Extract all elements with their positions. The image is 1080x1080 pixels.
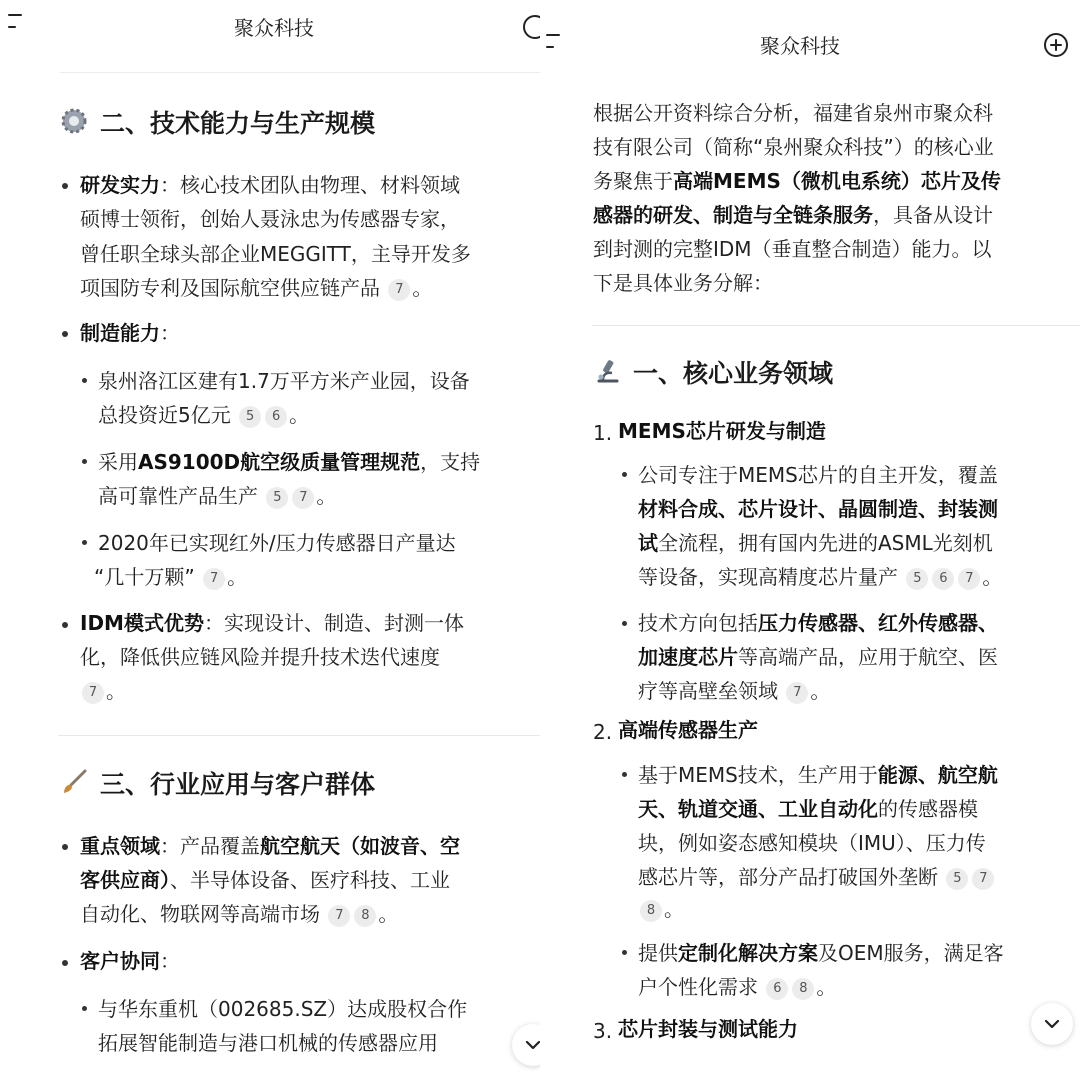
app-title: 聚众科技 <box>760 34 840 58</box>
sub-bullet-dot <box>82 459 87 464</box>
item-2-s2-line-2: 户个性化需求 <box>638 975 758 999</box>
item-3-title: 芯片封装与测试能力 <box>618 1017 798 1041</box>
intro-line-1: 根据公开资料综合分析，福建省泉州市聚众科 <box>593 101 993 125</box>
focus-l2-bold: 客供应商） <box>80 868 170 892</box>
period: 。 <box>664 897 684 921</box>
item-2-s2-line-1-wrap <box>638 936 1004 970</box>
gear-icon <box>60 107 88 135</box>
section-heading <box>593 354 833 390</box>
mfg-s2-pre: 采用 <box>98 450 138 474</box>
item-1-s2-line-1-wrap <box>638 606 998 640</box>
collab-s1-line-2: 拓展智能制造与港口机械的传感器应用 <box>98 1031 438 1055</box>
item-2-s2-l1-post: 及OEM服务，满足客 <box>818 941 1004 965</box>
focus-label: 重点领域 <box>80 834 160 858</box>
item-2-s1-line-3: 块，例如姿态感知模块（IMU）、压力传 <box>638 831 986 855</box>
citation-badge[interactable]: 7 <box>786 682 808 704</box>
item-1-s2-line-3: 疗等高壁垒领域 <box>638 679 778 703</box>
citation-badge[interactable]: 7 <box>82 682 104 704</box>
citation-badge[interactable]: 5 <box>239 406 261 428</box>
item-1-s1-l2-bold: 材料合成、芯片设计、晶圆制造、封装测 <box>638 497 998 521</box>
section-2-title: 二、技术能力与生产规模 <box>100 109 376 138</box>
citation-badge[interactable]: 7 <box>328 905 350 927</box>
item-1-s1-l3-bold: 试 <box>638 531 658 555</box>
bullet-dot <box>62 960 68 966</box>
mfg-s3-line-2-wrap <box>94 560 247 594</box>
period: 。 <box>316 484 337 508</box>
app-title: 聚众科技 <box>234 16 314 40</box>
focus-line-3-wrap <box>80 897 398 931</box>
chevron-down-icon <box>1031 1003 1073 1045</box>
rd-line-4: 项国防专利及国际航空供应链产品 <box>80 276 380 300</box>
citation-badge[interactable]: 7 <box>388 279 410 301</box>
rd-line-1: ：核心技术团队由物理、材料领域 <box>160 173 460 197</box>
item-2-s1-l2-bold: 天、轨道交通、工业自动化 <box>638 797 878 821</box>
mfg-s1-line-1: 泉州洛江区建有1.7万平方米产业园，设备 <box>98 369 470 393</box>
list-item-rd <box>80 168 460 202</box>
list-item-collab <box>80 944 180 978</box>
intro-l4-bold: 感器的研发、制造与全链条服务 <box>593 203 873 227</box>
rd-line-4-wrap <box>80 271 432 305</box>
mfg-s2-line-2-wrap <box>98 479 336 513</box>
bullet-dot <box>62 622 68 628</box>
intro-l3-pre: 务聚焦于 <box>593 169 673 193</box>
section-1-title: 一、核心业务领域 <box>633 359 834 388</box>
item-3-title-wrap <box>618 1012 798 1046</box>
bullet-dot <box>62 331 68 337</box>
item-1-s1-l3-post: 全流程，拥有国内先进的ASML光刻机 <box>658 531 993 555</box>
list-item-idm <box>80 606 464 640</box>
intro-l4-post: ，具备从设计 <box>873 203 993 227</box>
item-1-s1-line-2-wrap <box>638 492 998 526</box>
mfg-colon: ： <box>160 321 180 345</box>
item-1-s2-line-2-wrap <box>638 640 998 674</box>
item-2-s1-line-4: 感芯片等，部分产品打破国外垄断 <box>638 865 938 889</box>
mfg-s2-line-1-wrap <box>98 445 480 479</box>
mfg-s3-line-1: 2020年已实现红外/压力传感器日产量达 <box>98 531 456 555</box>
collab-label: 客户协同 <box>80 949 160 973</box>
focus-l1-bold: 航空航天（如波音、空 <box>260 834 460 858</box>
citation-badge[interactable]: 8 <box>354 905 376 927</box>
citation-badge[interactable]: 7 <box>203 568 225 590</box>
item-1-s1-line-3-wrap <box>638 526 993 560</box>
item-2-s1-l2-post: 的传感器模 <box>878 797 978 821</box>
item-2-s1-l1-pre: 基于MEMS技术，生产用于 <box>638 763 878 787</box>
item-1-s2-line-3-wrap <box>638 674 830 708</box>
mfg-s3-line-2: “几十万颗” <box>94 565 195 589</box>
menu-icon[interactable] <box>546 34 566 50</box>
collab-s1-line-1: 与华东重机（002685.SZ）达成股权合作 <box>98 997 468 1021</box>
intro-line-4-wrap <box>593 198 993 232</box>
sub-bullet-dot <box>82 378 87 383</box>
mfg-label: 制造能力 <box>80 321 160 345</box>
period: 。 <box>816 975 837 999</box>
period: 。 <box>227 565 248 589</box>
citation-badge[interactable]: 5 <box>906 568 928 590</box>
item-2-s2-line-2-wrap <box>638 970 836 1004</box>
list-item-mfg <box>80 316 180 350</box>
focus-line-3: 自动化、物联网等高端市场 <box>80 902 320 926</box>
intro-line-2: 技有限公司（简称“泉州聚众科技”）的核心业 <box>593 135 994 159</box>
idm-line-2: 化，降低供应链风险并提升技术迭代速度 <box>80 645 440 669</box>
citation-badge[interactable]: 7 <box>292 487 314 509</box>
intro-line-5: 到封测的完整IDM（垂直整合制造）能力。以 <box>593 237 992 261</box>
intro-line-6: 下是具体业务分解： <box>593 271 773 295</box>
list-number: 1. <box>593 421 613 445</box>
top-bar <box>540 0 1080 70</box>
item-2-s2-l1-bold: 定制化解决方案 <box>678 941 818 965</box>
period: 。 <box>106 679 126 703</box>
item-1-s1-line-4-wrap <box>638 560 1002 594</box>
citation-badge[interactable]: 5 <box>266 487 288 509</box>
section-divider <box>592 325 1080 326</box>
sub-bullet-dot <box>622 621 627 626</box>
new-chat-icon[interactable] <box>522 14 540 40</box>
right-chat-pane <box>540 0 1080 1080</box>
section-heading <box>60 765 375 801</box>
microscope-icon <box>593 357 621 385</box>
item-2-s2-l1-pre: 提供 <box>638 941 678 965</box>
new-chat-icon[interactable] <box>1043 32 1069 58</box>
period: 。 <box>412 276 433 300</box>
citation-badge[interactable]: 8 <box>640 900 662 922</box>
mfg-s2-line-2: 高可靠性产品生产 <box>98 484 258 508</box>
top-bar <box>0 0 540 70</box>
chevron-down-icon <box>512 1024 540 1066</box>
idm-label: IDM模式优势 <box>80 611 204 635</box>
item-2-s1-line-4-wrap <box>638 860 996 894</box>
period: 。 <box>982 565 1003 589</box>
sub-bullet-dot <box>622 472 627 477</box>
item-1-s2-l2-post: 等高端产品，应用于航空、医 <box>738 645 998 669</box>
brush-icon <box>60 768 88 796</box>
menu-icon[interactable] <box>8 14 28 30</box>
citation-badge[interactable]: 7 <box>958 568 980 590</box>
item-2-title-wrap <box>618 713 758 747</box>
list-number: 3. <box>593 1019 613 1043</box>
section-divider <box>58 735 540 736</box>
rd-line-3: 曾任职全球头部企业MEGGITT，主导开发多 <box>80 242 471 266</box>
focus-l1-pre: ：产品覆盖 <box>160 834 260 858</box>
rd-line-2: 硕博士领衔，创始人聂泳忠为传感器专家， <box>80 207 460 231</box>
idm-line-1: ：实现设计、制造、封测一体 <box>203 611 464 635</box>
item-1-s1-line-4: 等设备，实现高精度芯片量产 <box>638 565 898 589</box>
period: 。 <box>289 403 310 427</box>
top-divider <box>60 72 540 73</box>
item-2-s1-line-5-wrap <box>638 892 684 926</box>
citation-badge[interactable]: 6 <box>265 406 287 428</box>
scroll-down-button[interactable] <box>512 1024 540 1066</box>
period: 。 <box>378 902 399 926</box>
scroll-down-button[interactable] <box>1031 1003 1073 1045</box>
mfg-s2-bold: AS9100D航空级质量管理规范 <box>138 450 421 474</box>
item-2-title: 高端传感器生产 <box>618 718 758 742</box>
section-3-title: 三、行业应用与客户群体 <box>100 770 376 799</box>
section-heading <box>60 104 375 140</box>
citation-badge[interactable]: 6 <box>932 568 954 590</box>
idm-line-3-wrap <box>80 674 126 708</box>
bullet-dot <box>62 183 68 189</box>
item-1-s1-line-1: 公司专注于MEMS芯片的自主开发，覆盖 <box>638 463 998 487</box>
intro-line-3-wrap <box>593 164 1001 198</box>
item-1-s2-l2-bold: 加速度芯片 <box>638 645 738 669</box>
collab-colon: ： <box>160 949 180 973</box>
focus-l2-post: 、半导体设备、医疗科技、工业 <box>170 868 450 892</box>
bullet-dot <box>62 844 68 850</box>
sub-bullet-dot <box>622 772 627 777</box>
citation-badge[interactable]: 5 <box>946 868 968 890</box>
item-1-s2-l1-pre: 技术方向包括 <box>638 611 758 635</box>
citation-badge[interactable]: 8 <box>792 978 814 1000</box>
item-1-title: MEMS芯片研发与制造 <box>618 419 826 443</box>
item-2-s1-line-2-wrap <box>638 792 978 826</box>
focus-line-2-wrap <box>80 863 450 897</box>
sub-bullet-dot <box>82 540 87 545</box>
citation-badge[interactable]: 7 <box>972 868 994 890</box>
list-item-focus <box>80 829 460 863</box>
item-2-s1-line-1-wrap <box>638 758 998 792</box>
mfg-s1-line-2-wrap <box>98 398 309 432</box>
sub-bullet-dot <box>622 950 627 955</box>
list-number: 2. <box>593 720 613 744</box>
intro-l3-bold: 高端MEMS（微机电系统）芯片及传 <box>673 169 1001 193</box>
item-2-s1-l1-bold: 能源、航空航 <box>877 763 998 787</box>
sub-bullet-dot <box>82 1006 87 1011</box>
mfg-s1-line-2: 总投资近5亿元 <box>98 403 231 427</box>
period: 。 <box>810 679 831 703</box>
mfg-s2-post: ，支持 <box>420 450 481 474</box>
rd-label: 研发实力 <box>80 173 160 197</box>
citation-badge[interactable]: 6 <box>766 978 788 1000</box>
item-1-s2-l1-bold: 压力传感器、红外传感器、 <box>758 611 998 635</box>
item-1-title-wrap <box>618 414 826 448</box>
